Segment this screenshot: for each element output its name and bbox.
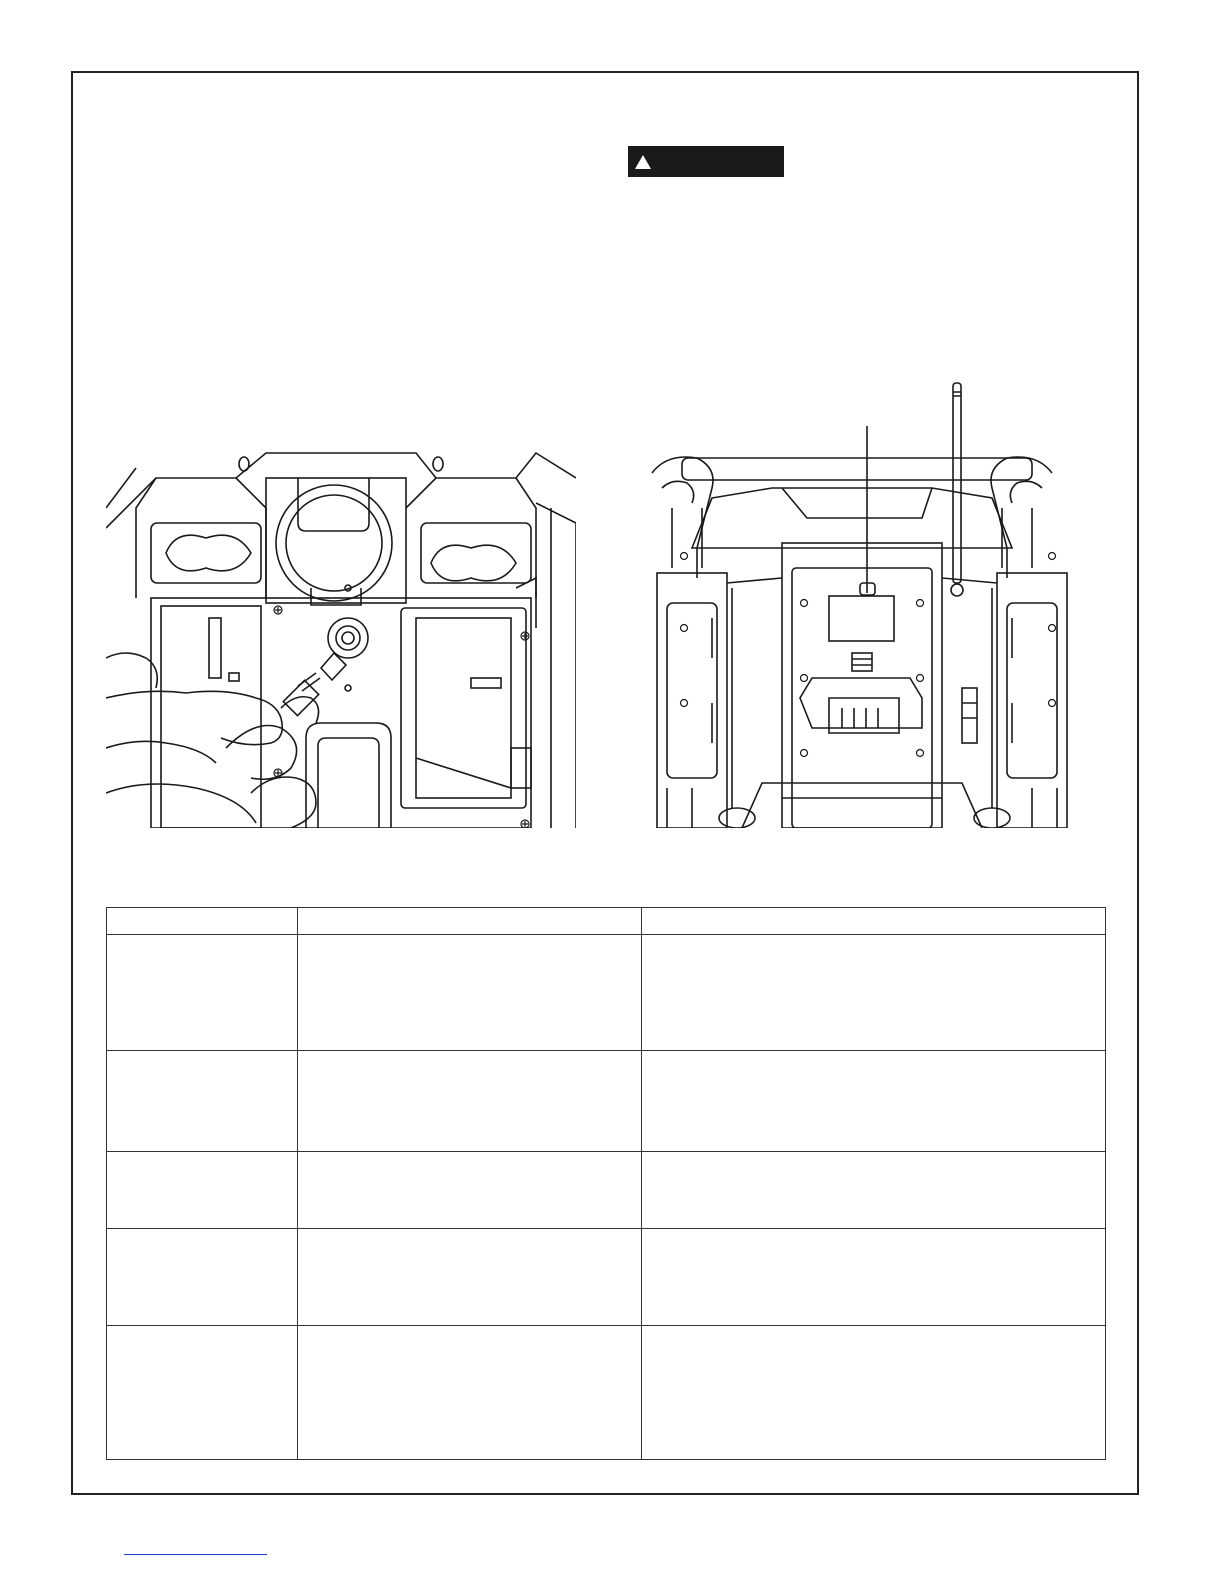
footer-link-underline[interactable] [124, 1554, 267, 1555]
table-cell [642, 1152, 1106, 1229]
table-cell [642, 1326, 1106, 1460]
table-cell [107, 1229, 298, 1326]
table-cell [642, 1229, 1106, 1326]
radio-rear-battery-compartment-illustration [632, 378, 1078, 828]
table-cell [107, 1152, 298, 1229]
warning-label [628, 146, 784, 177]
hand-inserting-plug-illustration [106, 448, 576, 828]
table-cell [107, 1326, 298, 1460]
column-header [642, 908, 1106, 935]
troubleshooting-table [106, 907, 1106, 1460]
table-cell [298, 935, 642, 1051]
table-cell [298, 1229, 642, 1326]
table-cell [642, 1051, 1106, 1152]
table-cell [107, 935, 298, 1051]
column-header [107, 908, 298, 935]
table-cell [107, 1051, 298, 1152]
table-cell [298, 1152, 642, 1229]
column-header [298, 908, 642, 935]
table-cell [642, 935, 1106, 1051]
table-cell [298, 1326, 642, 1460]
warning-triangle-icon [634, 154, 652, 170]
table-cell [298, 1051, 642, 1152]
